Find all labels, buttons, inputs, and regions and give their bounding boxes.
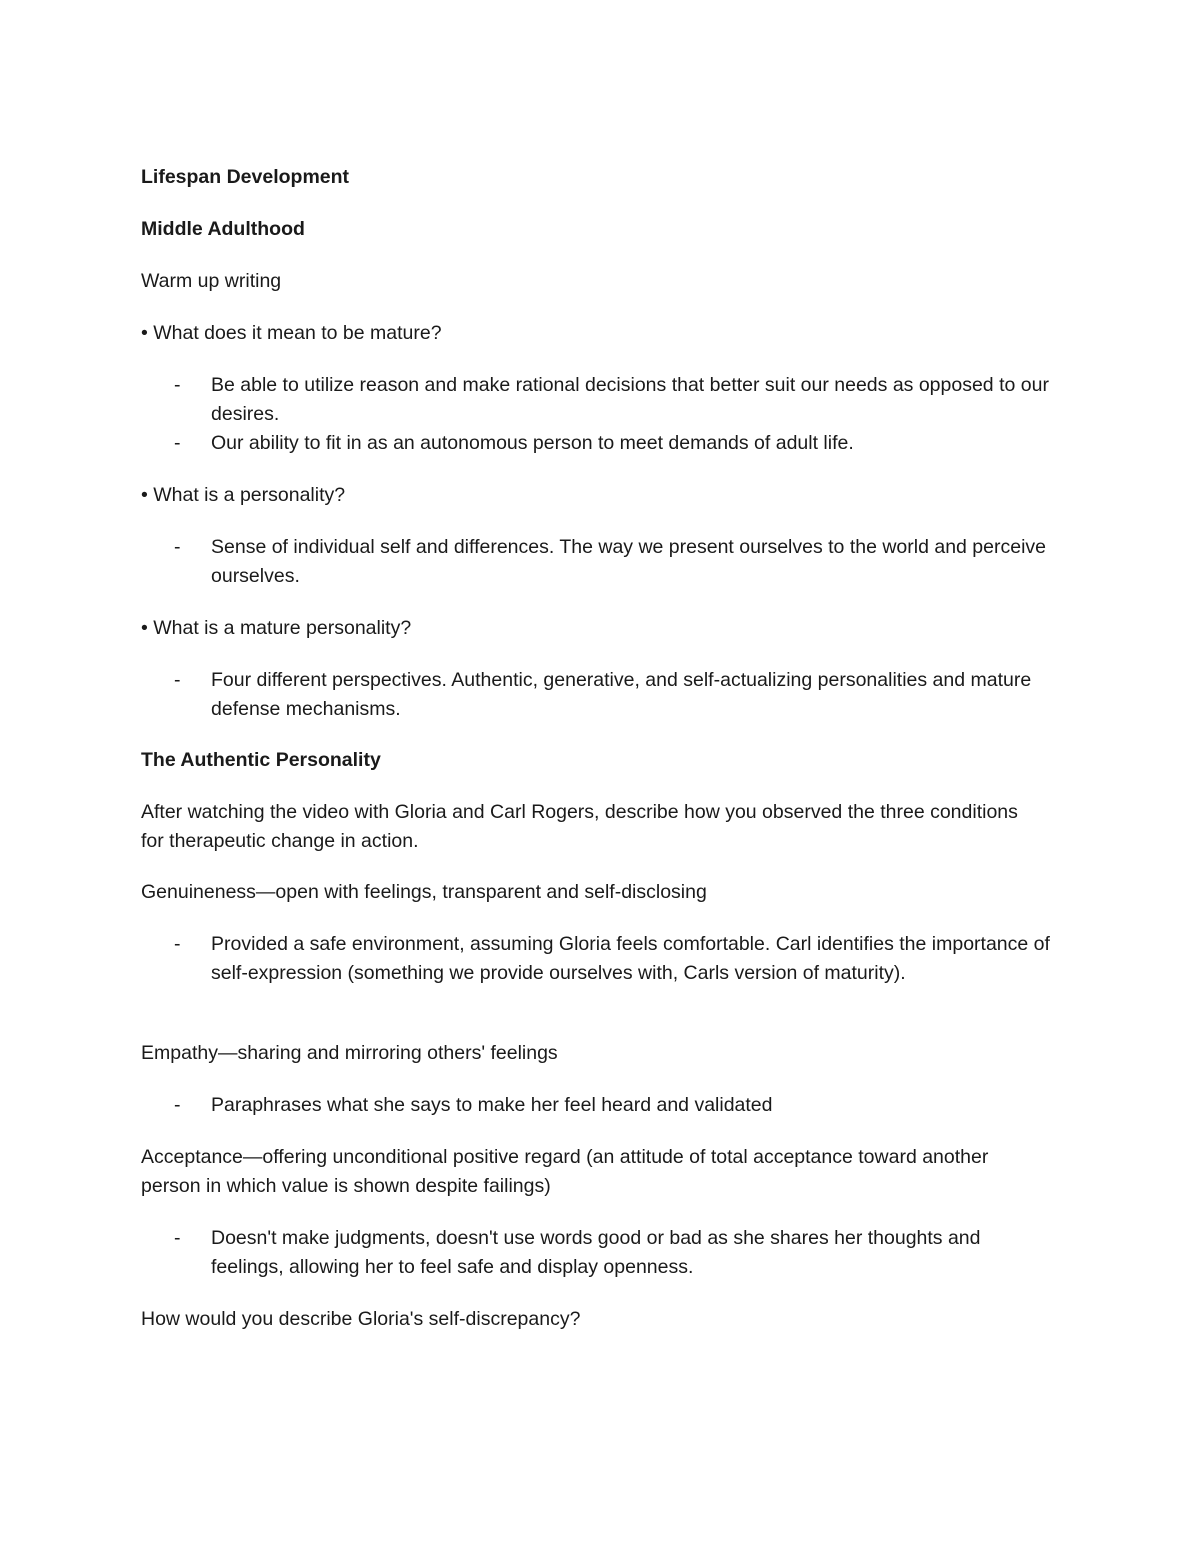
final-question: How would you describe Gloria's self-discrepancy? [141, 1308, 581, 1330]
dash-marker: - [174, 432, 181, 454]
question-personality [141, 481, 345, 510]
genuineness-answer: Provided a safe environment, assuming Gloria feels comfortable. Carl identifies the importance of self-expression (something we provide ourselves with, Carls version of maturity). [211, 933, 1050, 984]
question-mature-personality [141, 614, 411, 643]
answer-personality-1: Sense of individual self and differences. The way we present ourselves to the world and perceive ourselves. [211, 536, 1047, 587]
empathy-label: Empathy—sharing and mirroring others' feelings [141, 1042, 558, 1064]
warmup-label: Warm up writing [141, 270, 282, 292]
answer-mature-personality-1: Four different perspectives. Authentic, generative, and self-actualizing personalities and mature defense mechanisms. [211, 669, 1032, 720]
bullet: • [141, 484, 148, 506]
bullet: • [141, 617, 148, 639]
dash-marker: - [174, 669, 181, 691]
answer-mature-2: Our ability to fit in as an autonomous person to meet demands of adult life. [211, 432, 854, 454]
question-text: What is a mature personality? [153, 617, 412, 639]
section-heading-middle-adulthood: Middle Adulthood [141, 218, 305, 240]
dash-marker: - [174, 933, 181, 955]
question-mature [141, 319, 442, 348]
dash-marker: - [174, 536, 181, 558]
acceptance-answer: Doesn't make judgments, doesn't use words good or bad as she shares her thoughts and feelings, allowing her to feel safe and display openness. [211, 1227, 981, 1278]
dash-marker: - [174, 1227, 181, 1249]
answer-mature-1: Be able to utilize reason and make rational decisions that better suit our needs as opposed to our desires. [211, 374, 1049, 425]
question-text: What does it mean to be mature? [153, 322, 442, 344]
bullet: • [141, 322, 148, 344]
genuineness-label: Genuineness—open with feelings, transparent and self-disclosing [141, 881, 707, 903]
document-title: Lifespan Development [141, 166, 350, 188]
dash-marker: - [174, 374, 181, 396]
acceptance-label: Acceptance—offering unconditional positive regard (an attitude of total acceptance toward another person in which value is shown despite failings) [141, 1146, 989, 1197]
empathy-answer: Paraphrases what she says to make her feel heard and validated [211, 1094, 773, 1116]
dash-marker: - [174, 1094, 181, 1116]
question-text: What is a personality? [153, 484, 346, 506]
section-heading-authentic-personality: The Authentic Personality [141, 749, 381, 771]
intro-paragraph: After watching the video with Gloria and Carl Rogers, describe how you observed the three conditions for therapeutic change in action. [141, 801, 1018, 852]
